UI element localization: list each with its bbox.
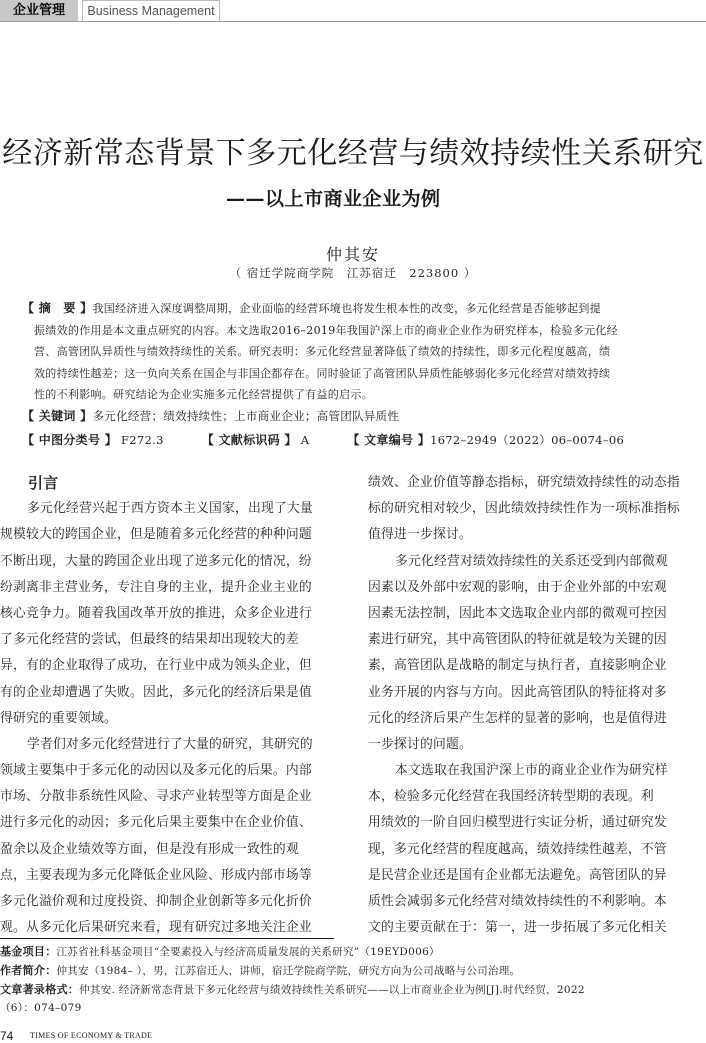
body-line: 了多元化经营的尝试，但最终的结果却出现较大的差 (0, 632, 299, 648)
header-rule (0, 21, 706, 22)
body-line: 得研究的重要领域。 (0, 710, 117, 726)
body-line: 市场、分散非系统性风险、寻求产业转型等方面是企业 (0, 789, 312, 805)
body-line: 学者们对多元化经营进行了大量的研究，其研究的 (27, 736, 313, 752)
body-line: 本，检验多元化经营在我国经济转型期的表现。利 (368, 789, 654, 805)
body-line: 观。从多元化后果研究来看，现有研究过多地关注企业 (0, 920, 312, 936)
fund-note: 基金项目：江苏省社科基金项目“全要素投入与经济高质量发展的关系研究”（19EYD006） (0, 945, 440, 958)
footnote-rule (0, 938, 334, 939)
article-number-label: 【 文章编号 】 (347, 433, 431, 447)
abstract-label: 【 摘 要 】 (22, 301, 93, 315)
abstract-line-2: 振绩效的作用是本文重点研究的内容。本文选取2016–2019年我国沪深上市的商业企业作为研究样本，检验多元化经 (34, 323, 618, 337)
clc-label: 【 中图分类号 】 (22, 433, 118, 447)
author-name: 仲其安 (325, 245, 380, 264)
body-line: 盈余以及企业绩效等方面，但是没有形成一致性的观 (0, 841, 299, 857)
body-line: 核心竞争力。随着我国改革开放的推进，众多企业进行 (0, 605, 312, 621)
body-column-left (0, 470, 334, 941)
body-line: 进行多元化的动因；多元化后果主要集中在企业价值、 (0, 815, 312, 831)
body-line: 质性会减弱多元化经营对绩效持续性的不利影响。本 (368, 894, 667, 909)
body-line: 是民营企业还是国有企业都无法避免。高管团队的异 (368, 867, 667, 883)
body-line: 标的研究相对较少，因此绩效持续性作为一项标准指标 (368, 501, 680, 517)
abstract-line-3: 营、高管团队异质性与绩效持续性的关系。研究表明：多元化经营显著降低了绩效的持续性，即多元化程度越高，绩 (34, 345, 611, 359)
left-column-text (0, 496, 334, 941)
body-line: 一步探讨的问题。 (368, 736, 472, 752)
body-line: 规模较大的跨国企业，但是随着多元化经营的种种问题 (0, 527, 312, 543)
classification-line (22, 431, 624, 448)
body-line: 多元化经营兴起于西方资本主义国家，出现了大量 (27, 501, 313, 517)
section-category: 企业管理 (0, 0, 78, 22)
body-line: 纷剥离非主营业务，专注自身的主业，提升企业主业的 (0, 579, 312, 595)
body-line: 领域主要集中于多元化的动因以及多元化的后果。内部 (0, 763, 312, 779)
body-column-right (368, 470, 702, 941)
body-line: 不断出现，大量的跨国企业出现了逆多元化的情况，纷 (0, 553, 312, 569)
body-line: 用绩效的一阶自回归模型进行实证分析，通过研究发 (368, 815, 667, 831)
author-note: 作者简介：仲其安（1984– ），男，江苏宿迁人，讲师，宿迁学院商学院，研究方向为公司战略与公司治理。 (0, 964, 521, 977)
journal-name: TIMES OF ECONOMY & TRADE (30, 1031, 153, 1040)
author-affiliation: （ 宿迁学院商学院 江苏宿迁 223800 ） (229, 266, 477, 280)
body-line: 素进行研究，其中高管团队的特征就是较为关键的因 (368, 632, 667, 648)
body-line: 绩效、企业价值等静态指标，研究绩效持续性的动态指 (368, 475, 680, 490)
body-line: 值得进一步探讨。 (368, 527, 472, 543)
abstract-line-5: 性的不利影响。研究结论为企业实施多元化经营提供了有益的启示。 (34, 388, 373, 402)
page-header (0, 0, 706, 22)
body-line: 元化的经济后果产生怎样的显著的影响，也是值得进 (368, 710, 667, 726)
abstract-line-4: 效的持续性越差；这一负向关系在国企与非国企都存在。同时验证了高管团队异质性能够弱化多元化经营对绩效持续 (34, 366, 611, 380)
section-heading: 引言 (28, 474, 59, 492)
body-line: 多元化溢价观和过度投资、抑制企业创新等多元化折价 (0, 894, 312, 909)
doc-code-label: 【 文献标识码 】 (201, 433, 297, 447)
keywords-text: 多元化经营；绩效持续性；上市商业企业；高管团队异质性 (92, 409, 400, 423)
article-subtitle: ——以上市商业企业为例 (226, 188, 441, 210)
body-line: 多元化经营对绩效持续性的关系还受到内部微观 (395, 553, 668, 569)
body-line: 因素无法控制，因此本文选取企业内部的微观可控因 (368, 605, 667, 621)
citation-note: 文章著录格式：仲其安. 经济新常态背景下多元化经营与绩效持续性关系研究——以上市商业企业为例[J].时代经贸，2022 (0, 983, 585, 996)
body-line: 文的主要贡献在于：第一，进一步拓展了多元化相关 (368, 920, 667, 936)
page-number: 74 (0, 1029, 14, 1043)
body-line: 现，多元化经营的程度越高，绩效持续性越差，不管 (368, 841, 667, 857)
page-footer (0, 1031, 706, 1043)
body-line: 有的企业却遭遇了失败。因此，多元化的经济后果是值 (0, 684, 312, 700)
abstract (22, 298, 704, 406)
body-line: 本文选取在我国沪深上市的商业企业作为研究样 (395, 763, 668, 779)
body-line: 异，有的企业取得了成功，在行业中成为领头企业，但 (0, 658, 312, 674)
citation-note-cont: （6）：074–079 (0, 1002, 82, 1014)
footnotes (0, 942, 706, 1018)
keywords-label: 【 关键词 】 (22, 409, 93, 423)
article-number-value: 1672–2949（2022）06–0074–06 (430, 433, 625, 447)
body-line: 业务开展的内容与方向。因此高管团队的特征将对多 (368, 684, 667, 700)
keywords (22, 407, 399, 424)
section-category-en: Business Management (82, 0, 220, 22)
right-column-text (368, 470, 702, 941)
article-title: 经济新常态背景下多元化经营与绩效持续性关系研究 (2, 136, 704, 171)
clc-value: F272.3 (121, 433, 164, 447)
body-line: 素，高管团队是战略的制定与执行者，直接影响企业 (368, 658, 667, 674)
body-line: 点，主要表现为多元化降低企业风险、形成内部市场等 (0, 867, 312, 883)
abstract-line-1: 【 摘 要 】我国经济进入深度调整周期，企业面临的经营环境也将发生根本性的改变，多元化经营是否能够起到提 (22, 301, 601, 315)
doc-code-value: A (300, 433, 310, 447)
body-line: 因素以及外部中宏观的影响，由于企业外部的中宏观 (368, 579, 667, 595)
